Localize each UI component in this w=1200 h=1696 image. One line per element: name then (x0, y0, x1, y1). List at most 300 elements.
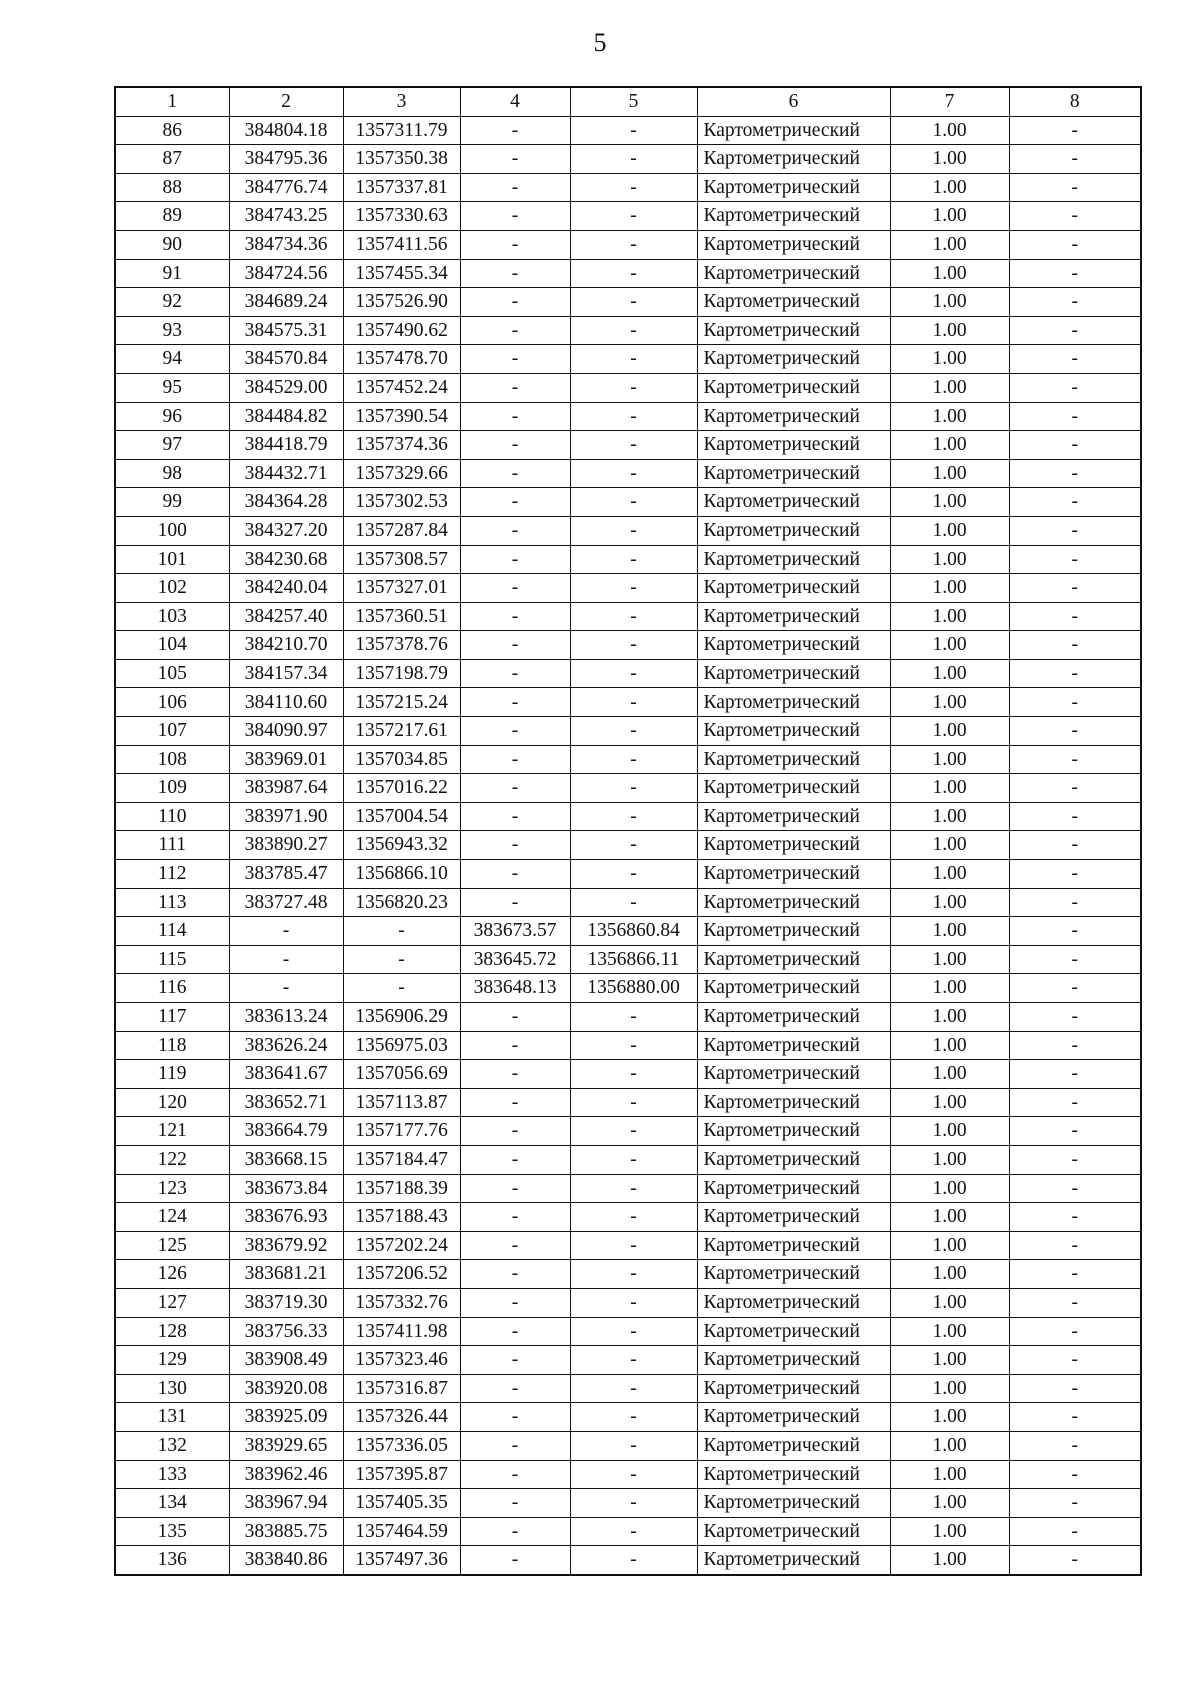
method-cell: Картометрический (697, 917, 890, 946)
x-coordinate-cell: 384157.34 (229, 659, 343, 688)
method-cell: Картометрический (697, 316, 890, 345)
table-row (115, 945, 1141, 974)
y-coordinate-alt-cell: - (570, 402, 697, 431)
point-number-cell: 123 (115, 1174, 229, 1203)
precision-cell: 1.00 (890, 402, 1009, 431)
note-cell: - (1009, 945, 1141, 974)
method-cell: Картометрический (697, 145, 890, 174)
note-cell: - (1009, 145, 1141, 174)
x-coordinate-cell: 383785.47 (229, 860, 343, 889)
x-coordinate-cell: 384795.36 (229, 145, 343, 174)
x-coordinate-cell: 383969.01 (229, 745, 343, 774)
coordinates-table (114, 86, 1142, 1576)
y-coordinate-cell: 1357411.98 (343, 1317, 460, 1346)
note-cell: - (1009, 1346, 1141, 1375)
y-coordinate-cell: 1357455.34 (343, 259, 460, 288)
table-row (115, 1374, 1141, 1403)
x-coordinate-cell: 383681.21 (229, 1260, 343, 1289)
y-coordinate-alt-cell: - (570, 145, 697, 174)
column-header: 4 (460, 87, 570, 116)
table-row (115, 1460, 1141, 1489)
y-coordinate-cell: 1357378.76 (343, 631, 460, 660)
x-coordinate-cell: 384689.24 (229, 288, 343, 317)
x-coordinate-alt-cell: - (460, 1431, 570, 1460)
y-coordinate-alt-cell: - (570, 431, 697, 460)
y-coordinate-alt-cell: - (570, 717, 697, 746)
y-coordinate-alt-cell: - (570, 173, 697, 202)
table-row (115, 488, 1141, 517)
x-coordinate-cell: 383679.92 (229, 1231, 343, 1260)
y-coordinate-cell: 1357452.24 (343, 373, 460, 402)
y-coordinate-cell: 1356820.23 (343, 888, 460, 917)
precision-cell: 1.00 (890, 1231, 1009, 1260)
x-coordinate-cell: 383962.46 (229, 1460, 343, 1489)
precision-cell: 1.00 (890, 1060, 1009, 1089)
table-row (115, 860, 1141, 889)
x-coordinate-alt-cell: - (460, 1517, 570, 1546)
x-coordinate-alt-cell: - (460, 145, 570, 174)
x-coordinate-alt-cell: - (460, 1203, 570, 1232)
point-number-cell: 93 (115, 316, 229, 345)
precision-cell: 1.00 (890, 1403, 1009, 1432)
precision-cell: 1.00 (890, 1346, 1009, 1375)
x-coordinate-cell: 384418.79 (229, 431, 343, 460)
x-coordinate-cell: 383967.94 (229, 1489, 343, 1518)
y-coordinate-alt-cell: - (570, 745, 697, 774)
point-number-cell: 108 (115, 745, 229, 774)
note-cell: - (1009, 1374, 1141, 1403)
x-coordinate-alt-cell: - (460, 717, 570, 746)
y-coordinate-alt-cell: - (570, 1431, 697, 1460)
table-row (115, 1546, 1141, 1575)
x-coordinate-cell: 384364.28 (229, 488, 343, 517)
table-row (115, 831, 1141, 860)
note-cell: - (1009, 1203, 1141, 1232)
y-coordinate-alt-cell: - (570, 1117, 697, 1146)
x-coordinate-alt-cell: - (460, 516, 570, 545)
y-coordinate-cell: 1357336.05 (343, 1431, 460, 1460)
method-cell: Картометрический (697, 1517, 890, 1546)
precision-cell: 1.00 (890, 774, 1009, 803)
x-coordinate-alt-cell: - (460, 402, 570, 431)
table-row (115, 1260, 1141, 1289)
point-number-cell: 98 (115, 459, 229, 488)
precision-cell: 1.00 (890, 259, 1009, 288)
x-coordinate-cell: 383920.08 (229, 1374, 343, 1403)
table-row (115, 802, 1141, 831)
point-number-cell: 92 (115, 288, 229, 317)
y-coordinate-cell: 1357360.51 (343, 602, 460, 631)
table-row (115, 602, 1141, 631)
y-coordinate-cell: 1357405.35 (343, 1489, 460, 1518)
method-cell: Картометрический (697, 1260, 890, 1289)
y-coordinate-alt-cell: - (570, 1231, 697, 1260)
y-coordinate-alt-cell: - (570, 1203, 697, 1232)
x-coordinate-alt-cell: - (460, 1231, 570, 1260)
point-number-cell: 117 (115, 1003, 229, 1032)
table-row (115, 516, 1141, 545)
point-number-cell: 102 (115, 574, 229, 603)
method-cell: Картометрический (697, 659, 890, 688)
precision-cell: 1.00 (890, 831, 1009, 860)
y-coordinate-alt-cell: - (570, 1031, 697, 1060)
note-cell: - (1009, 688, 1141, 717)
method-cell: Картометрический (697, 831, 890, 860)
point-number-cell: 97 (115, 431, 229, 460)
table-row (115, 1060, 1141, 1089)
method-cell: Картометрический (697, 1288, 890, 1317)
precision-cell: 1.00 (890, 1288, 1009, 1317)
method-cell: Картометрический (697, 802, 890, 831)
table-row (115, 230, 1141, 259)
note-cell: - (1009, 459, 1141, 488)
x-coordinate-cell: 383929.65 (229, 1431, 343, 1460)
precision-cell: 1.00 (890, 574, 1009, 603)
y-coordinate-alt-cell: - (570, 831, 697, 860)
x-coordinate-alt-cell: - (460, 1031, 570, 1060)
method-cell: Картометрический (697, 774, 890, 803)
method-cell: Картометрический (697, 1003, 890, 1032)
precision-cell: 1.00 (890, 631, 1009, 660)
x-coordinate-cell: 383719.30 (229, 1288, 343, 1317)
precision-cell: 1.00 (890, 1431, 1009, 1460)
y-coordinate-cell: 1357330.63 (343, 202, 460, 231)
x-coordinate-alt-cell: - (460, 488, 570, 517)
x-coordinate-alt-cell: - (460, 1117, 570, 1146)
precision-cell: 1.00 (890, 1117, 1009, 1146)
x-coordinate-alt-cell: - (460, 1060, 570, 1089)
precision-cell: 1.00 (890, 116, 1009, 145)
method-cell: Картометрический (697, 1317, 890, 1346)
x-coordinate-alt-cell: - (460, 888, 570, 917)
precision-cell: 1.00 (890, 516, 1009, 545)
note-cell: - (1009, 802, 1141, 831)
note-cell: - (1009, 1060, 1141, 1089)
y-coordinate-alt-cell: - (570, 574, 697, 603)
y-coordinate-cell: 1357374.36 (343, 431, 460, 460)
precision-cell: 1.00 (890, 745, 1009, 774)
method-cell: Картометрический (697, 631, 890, 660)
point-number-cell: 131 (115, 1403, 229, 1432)
x-coordinate-cell: 383673.84 (229, 1174, 343, 1203)
x-coordinate-alt-cell: - (460, 1088, 570, 1117)
note-cell: - (1009, 516, 1141, 545)
point-number-cell: 130 (115, 1374, 229, 1403)
y-coordinate-cell: 1357184.47 (343, 1145, 460, 1174)
x-coordinate-alt-cell: - (460, 1288, 570, 1317)
point-number-cell: 115 (115, 945, 229, 974)
y-coordinate-alt-cell: - (570, 1546, 697, 1575)
table-row (115, 888, 1141, 917)
column-header: 3 (343, 87, 460, 116)
table-row (115, 917, 1141, 946)
y-coordinate-cell: 1357350.38 (343, 145, 460, 174)
y-coordinate-alt-cell: - (570, 774, 697, 803)
precision-cell: 1.00 (890, 488, 1009, 517)
x-coordinate-alt-cell: - (460, 860, 570, 889)
y-coordinate-alt-cell: - (570, 688, 697, 717)
y-coordinate-cell: 1357302.53 (343, 488, 460, 517)
precision-cell: 1.00 (890, 431, 1009, 460)
note-cell: - (1009, 1031, 1141, 1060)
x-coordinate-alt-cell: 383648.13 (460, 974, 570, 1003)
x-coordinate-alt-cell: - (460, 230, 570, 259)
x-coordinate-cell: 384724.56 (229, 259, 343, 288)
method-cell: Картометрический (697, 173, 890, 202)
y-coordinate-cell: - (343, 945, 460, 974)
x-coordinate-alt-cell: - (460, 459, 570, 488)
y-coordinate-cell: 1357004.54 (343, 802, 460, 831)
x-coordinate-cell: - (229, 945, 343, 974)
table-row (115, 659, 1141, 688)
table-row (115, 288, 1141, 317)
note-cell: - (1009, 288, 1141, 317)
method-cell: Картометрический (697, 1431, 890, 1460)
y-coordinate-cell: - (343, 974, 460, 1003)
precision-cell: 1.00 (890, 1317, 1009, 1346)
point-number-cell: 89 (115, 202, 229, 231)
note-cell: - (1009, 316, 1141, 345)
x-coordinate-alt-cell: - (460, 1546, 570, 1575)
table-row (115, 1003, 1141, 1032)
note-cell: - (1009, 574, 1141, 603)
x-coordinate-alt-cell: - (460, 1317, 570, 1346)
point-number-cell: 91 (115, 259, 229, 288)
x-coordinate-alt-cell: - (460, 631, 570, 660)
x-coordinate-cell: 383727.48 (229, 888, 343, 917)
note-cell: - (1009, 602, 1141, 631)
method-cell: Картометрический (697, 1117, 890, 1146)
y-coordinate-alt-cell: - (570, 1374, 697, 1403)
table-row (115, 173, 1141, 202)
x-coordinate-cell: 384575.31 (229, 316, 343, 345)
method-cell: Картометрический (697, 688, 890, 717)
point-number-cell: 126 (115, 1260, 229, 1289)
y-coordinate-alt-cell: - (570, 202, 697, 231)
table-row (115, 345, 1141, 374)
point-number-cell: 136 (115, 1546, 229, 1575)
precision-cell: 1.00 (890, 1031, 1009, 1060)
table-header-row (115, 87, 1141, 116)
x-coordinate-cell: 384484.82 (229, 402, 343, 431)
precision-cell: 1.00 (890, 230, 1009, 259)
x-coordinate-cell: 383908.49 (229, 1346, 343, 1375)
precision-cell: 1.00 (890, 917, 1009, 946)
note-cell: - (1009, 1288, 1141, 1317)
y-coordinate-alt-cell: - (570, 1517, 697, 1546)
point-number-cell: 94 (115, 345, 229, 374)
table-row (115, 373, 1141, 402)
method-cell: Картометрический (697, 745, 890, 774)
column-header: 8 (1009, 87, 1141, 116)
point-number-cell: 125 (115, 1231, 229, 1260)
precision-cell: 1.00 (890, 717, 1009, 746)
x-coordinate-alt-cell: - (460, 373, 570, 402)
note-cell: - (1009, 1403, 1141, 1432)
x-coordinate-cell: 384432.71 (229, 459, 343, 488)
x-coordinate-alt-cell: - (460, 602, 570, 631)
x-coordinate-cell: 384776.74 (229, 173, 343, 202)
y-coordinate-alt-cell: 1356880.00 (570, 974, 697, 1003)
y-coordinate-alt-cell: 1356860.84 (570, 917, 697, 946)
x-coordinate-alt-cell: - (460, 288, 570, 317)
table-row (115, 1031, 1141, 1060)
note-cell: - (1009, 1003, 1141, 1032)
column-header: 5 (570, 87, 697, 116)
method-cell: Картометрический (697, 345, 890, 374)
note-cell: - (1009, 831, 1141, 860)
x-coordinate-alt-cell: - (460, 1003, 570, 1032)
note-cell: - (1009, 1460, 1141, 1489)
y-coordinate-alt-cell: - (570, 860, 697, 889)
precision-cell: 1.00 (890, 974, 1009, 1003)
y-coordinate-alt-cell: - (570, 345, 697, 374)
point-number-cell: 100 (115, 516, 229, 545)
y-coordinate-alt-cell: - (570, 116, 697, 145)
y-coordinate-alt-cell: - (570, 288, 697, 317)
point-number-cell: 105 (115, 659, 229, 688)
table-row (115, 1145, 1141, 1174)
precision-cell: 1.00 (890, 173, 1009, 202)
table-row (115, 1346, 1141, 1375)
y-coordinate-cell: - (343, 917, 460, 946)
method-cell: Картометрический (697, 288, 890, 317)
y-coordinate-cell: 1357177.76 (343, 1117, 460, 1146)
method-cell: Картометрический (697, 1203, 890, 1232)
method-cell: Картометрический (697, 1374, 890, 1403)
note-cell: - (1009, 488, 1141, 517)
table-row (115, 116, 1141, 145)
table-row (115, 574, 1141, 603)
y-coordinate-alt-cell: - (570, 516, 697, 545)
y-coordinate-alt-cell: - (570, 1460, 697, 1489)
table-row (115, 1203, 1141, 1232)
point-number-cell: 121 (115, 1117, 229, 1146)
x-coordinate-cell: 383676.93 (229, 1203, 343, 1232)
method-cell: Картометрический (697, 860, 890, 889)
table-row (115, 1088, 1141, 1117)
y-coordinate-alt-cell: - (570, 1088, 697, 1117)
point-number-cell: 112 (115, 860, 229, 889)
x-coordinate-cell: - (229, 974, 343, 1003)
x-coordinate-alt-cell: - (460, 545, 570, 574)
y-coordinate-cell: 1357411.56 (343, 230, 460, 259)
y-coordinate-alt-cell: - (570, 1060, 697, 1089)
point-number-cell: 127 (115, 1288, 229, 1317)
point-number-cell: 90 (115, 230, 229, 259)
y-coordinate-cell: 1356943.32 (343, 831, 460, 860)
precision-cell: 1.00 (890, 860, 1009, 889)
point-number-cell: 135 (115, 1517, 229, 1546)
method-cell: Картометрический (697, 1546, 890, 1575)
x-coordinate-cell: 383925.09 (229, 1403, 343, 1432)
table-row (115, 145, 1141, 174)
y-coordinate-alt-cell: - (570, 488, 697, 517)
table-row (115, 316, 1141, 345)
table-row (115, 774, 1141, 803)
method-cell: Картометрический (697, 1088, 890, 1117)
table-row (115, 1431, 1141, 1460)
x-coordinate-cell: 383613.24 (229, 1003, 343, 1032)
x-coordinate-alt-cell: - (460, 1145, 570, 1174)
precision-cell: 1.00 (890, 1003, 1009, 1032)
point-number-cell: 86 (115, 116, 229, 145)
x-coordinate-alt-cell: - (460, 1174, 570, 1203)
table-row (115, 745, 1141, 774)
y-coordinate-alt-cell: - (570, 1260, 697, 1289)
precision-cell: 1.00 (890, 202, 1009, 231)
table-row (115, 688, 1141, 717)
precision-cell: 1.00 (890, 659, 1009, 688)
x-coordinate-cell: 383971.90 (229, 802, 343, 831)
y-coordinate-cell: 1357390.54 (343, 402, 460, 431)
y-coordinate-cell: 1357490.62 (343, 316, 460, 345)
y-coordinate-cell: 1357016.22 (343, 774, 460, 803)
point-number-cell: 120 (115, 1088, 229, 1117)
table-row (115, 1174, 1141, 1203)
x-coordinate-alt-cell: - (460, 1374, 570, 1403)
point-number-cell: 110 (115, 802, 229, 831)
point-number-cell: 96 (115, 402, 229, 431)
note-cell: - (1009, 631, 1141, 660)
table-row (115, 1403, 1141, 1432)
column-header: 2 (229, 87, 343, 116)
note-cell: - (1009, 917, 1141, 946)
y-coordinate-alt-cell: - (570, 802, 697, 831)
x-coordinate-cell: 384804.18 (229, 116, 343, 145)
precision-cell: 1.00 (890, 373, 1009, 402)
method-cell: Картометрический (697, 202, 890, 231)
note-cell: - (1009, 1145, 1141, 1174)
x-coordinate-cell: 383756.33 (229, 1317, 343, 1346)
y-coordinate-alt-cell: - (570, 230, 697, 259)
y-coordinate-cell: 1357337.81 (343, 173, 460, 202)
table-row (115, 431, 1141, 460)
method-cell: Картометрический (697, 1231, 890, 1260)
table-row (115, 1231, 1141, 1260)
method-cell: Картометрический (697, 459, 890, 488)
method-cell: Картометрический (697, 259, 890, 288)
precision-cell: 1.00 (890, 1145, 1009, 1174)
x-coordinate-alt-cell: - (460, 431, 570, 460)
y-coordinate-cell: 1357206.52 (343, 1260, 460, 1289)
method-cell: Картометрический (697, 1031, 890, 1060)
point-number-cell: 114 (115, 917, 229, 946)
method-cell: Картометрический (697, 1346, 890, 1375)
y-coordinate-cell: 1357188.39 (343, 1174, 460, 1203)
y-coordinate-cell: 1357327.01 (343, 574, 460, 603)
method-cell: Картометрический (697, 373, 890, 402)
table-row (115, 974, 1141, 1003)
note-cell: - (1009, 1260, 1141, 1289)
y-coordinate-cell: 1357497.36 (343, 1546, 460, 1575)
x-coordinate-cell: 383626.24 (229, 1031, 343, 1060)
y-coordinate-cell: 1357034.85 (343, 745, 460, 774)
note-cell: - (1009, 974, 1141, 1003)
x-coordinate-cell: 384090.97 (229, 717, 343, 746)
table-row (115, 202, 1141, 231)
note-cell: - (1009, 373, 1141, 402)
precision-cell: 1.00 (890, 545, 1009, 574)
x-coordinate-cell: 384240.04 (229, 574, 343, 603)
point-number-cell: 116 (115, 974, 229, 1003)
precision-cell: 1.00 (890, 1374, 1009, 1403)
y-coordinate-alt-cell: - (570, 1145, 697, 1174)
method-cell: Картометрический (697, 574, 890, 603)
method-cell: Картометрический (697, 974, 890, 1003)
x-coordinate-cell: 384230.68 (229, 545, 343, 574)
method-cell: Картометрический (697, 545, 890, 574)
